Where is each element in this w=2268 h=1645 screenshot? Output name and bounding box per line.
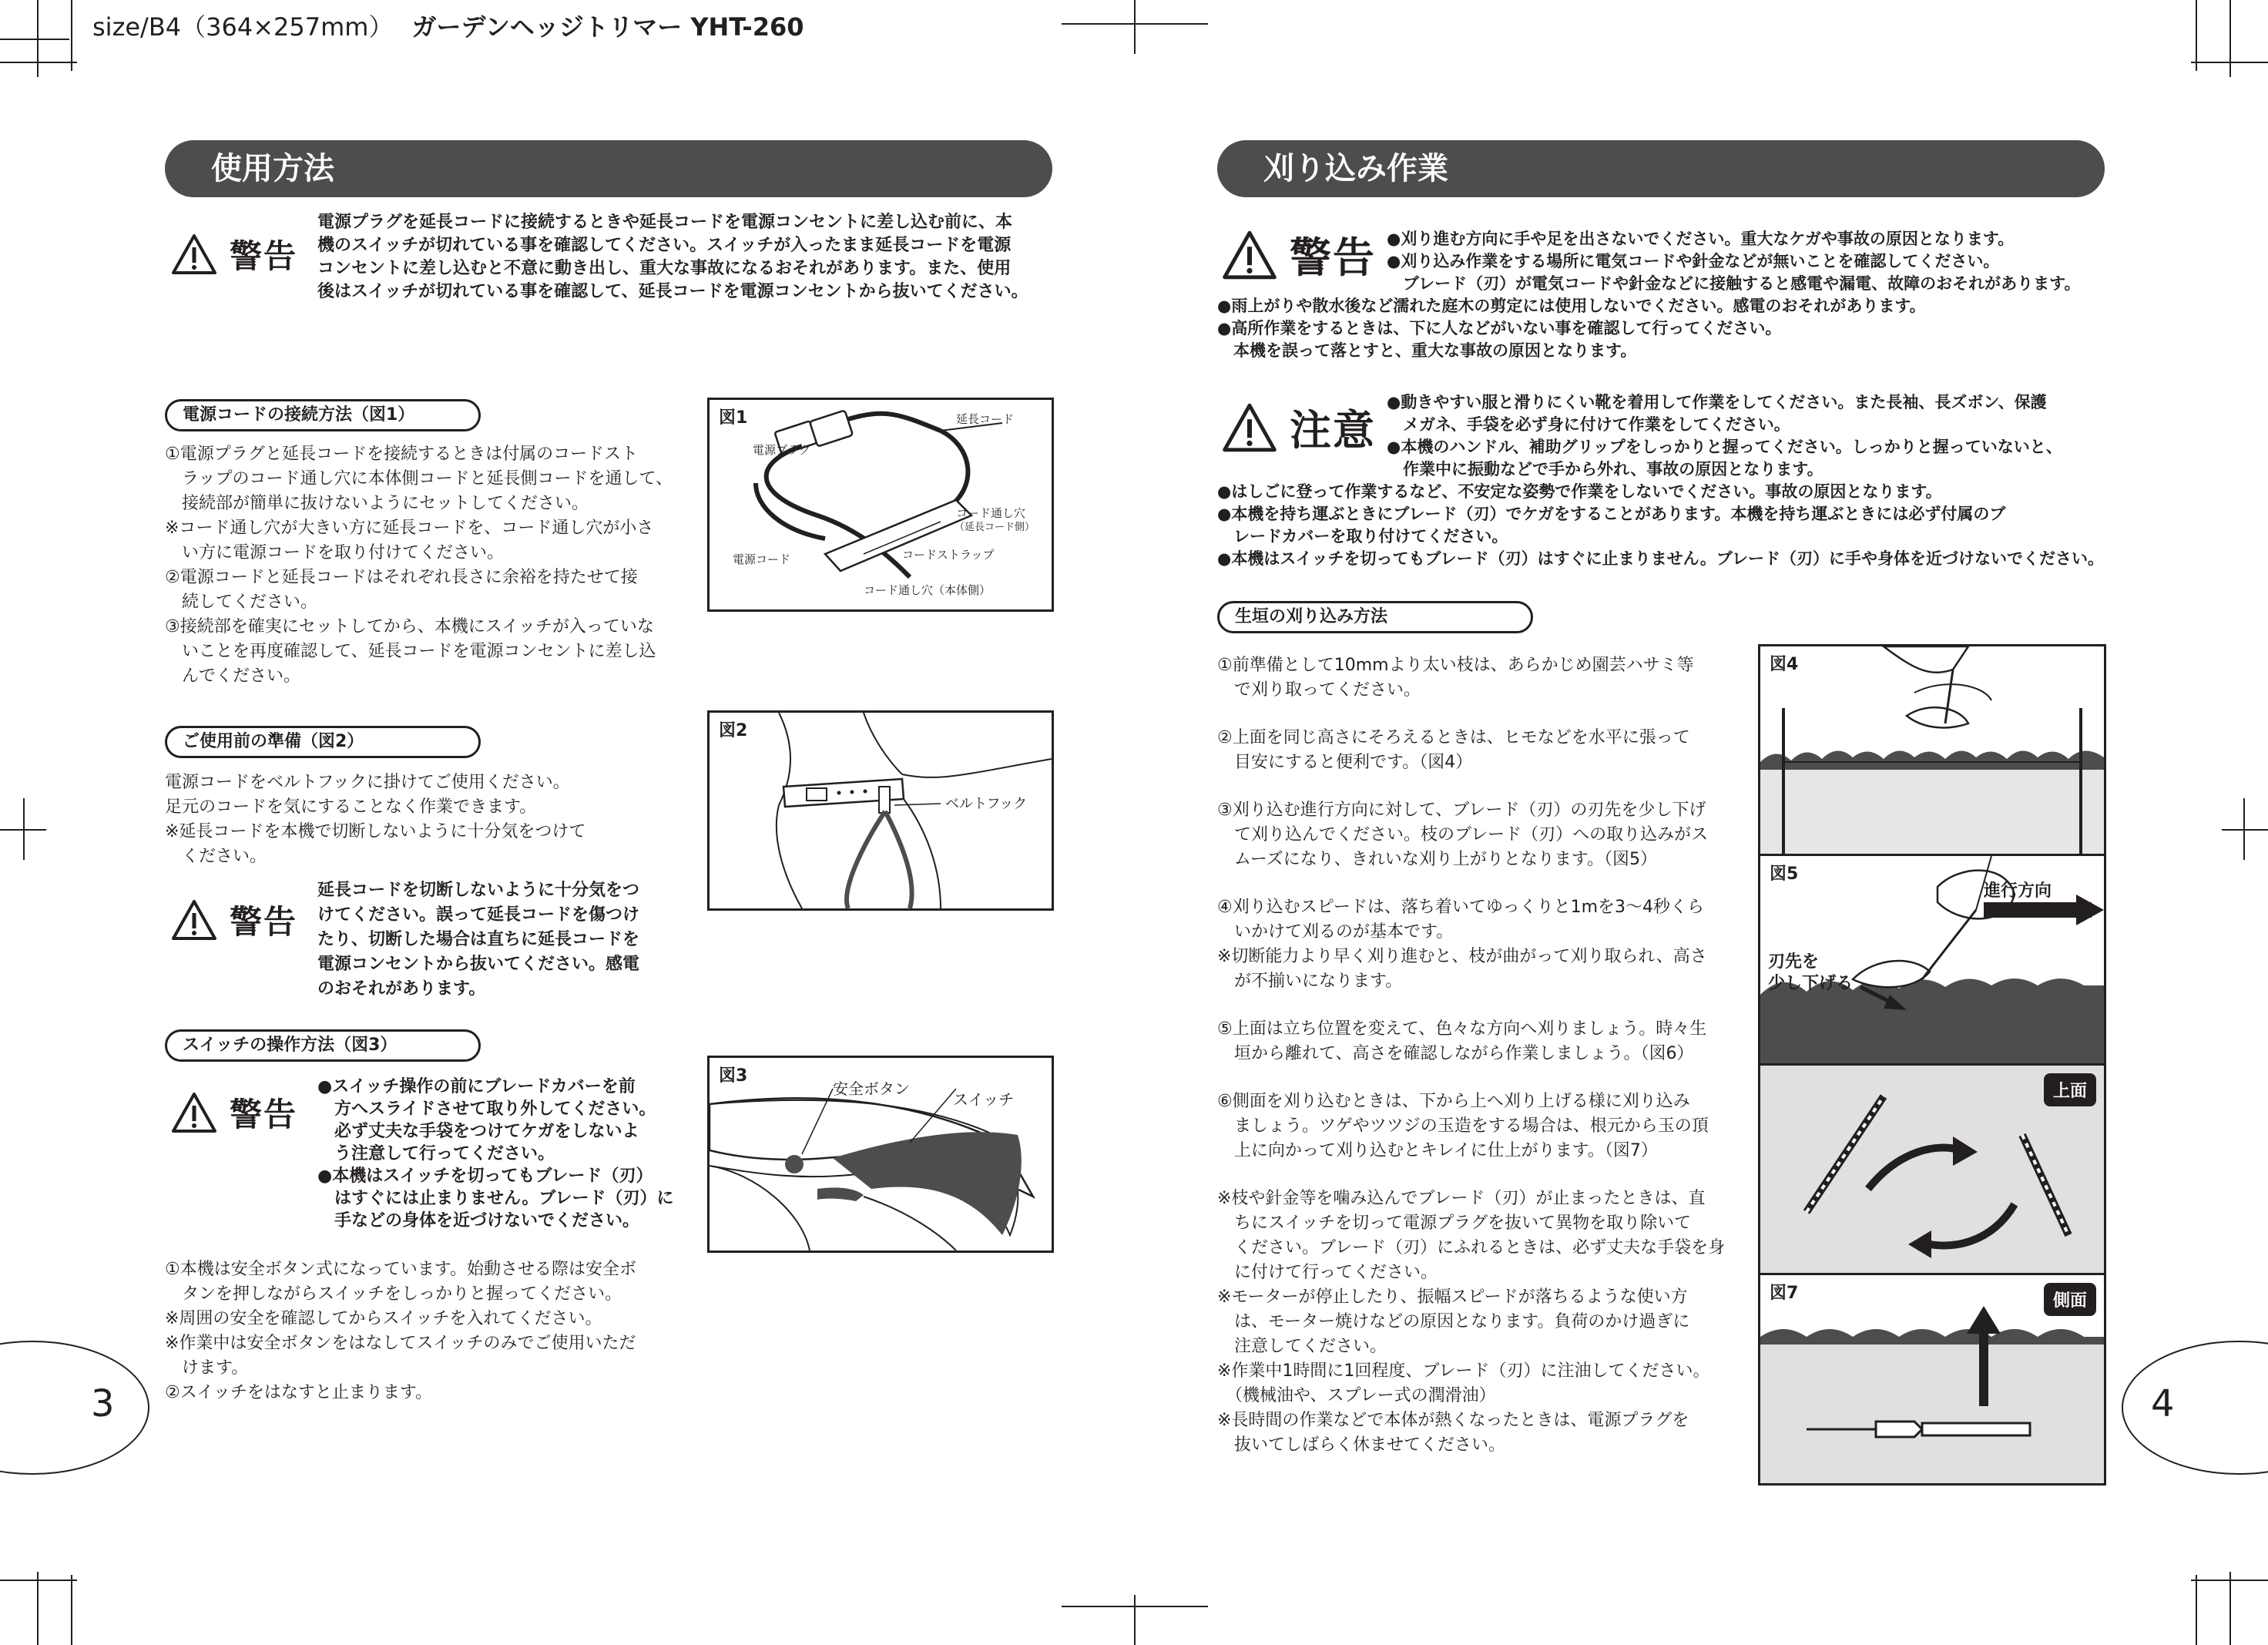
hedge-steps — [1217, 653, 1733, 1458]
label-blade-tip: 刃先を — [1768, 952, 1820, 972]
figure-1-cord-connection — [707, 398, 1054, 612]
connection-instructions: ①電源プラグと延長コードを接続するときは付属のコードスト ラップのコード通し穴に本体側コードと延長側コードを通して、 接続部が簡単に抜けないようにセットしてください。 ※コード通し穴が大きい方に延長コードを、コード通し穴が小さ い方に電源コードを取り付けてください。 ②電源コードと延長コードはそれぞれ長さに余裕を持たせて接 続してください。 ③接続部を確実にセットしてから、本機にスイッチが入っていな いことを再度確認して、延長コードを電源コンセントに差し込 んでください。 — [165, 445, 673, 686]
page-number: 3 — [91, 1382, 115, 1425]
warning-text: ●雨上がりや散水後など濡れた庭木の剪定には使用しないでください。感電のおそれがあります。 ●高所作業をするときは、下に人などがいない事を確認して行ってください。 本機を誤って落とすと、重大な事故の原因となります。 — [1217, 297, 1926, 360]
step-6: ⑥側面を刈り込むときは、下から上へ刈り上げる様に刈り込み ましょう。ツゲやツツジの玉造をする場合は、根元から玉の頂 上に向かって刈り込むとキレイに仕上がります。（図7） — [1217, 1092, 1709, 1160]
size-text: size/B4（364×257mm） — [92, 12, 394, 42]
figure-5-trim-direction — [1758, 854, 2106, 1066]
crop-mark — [2196, 0, 2197, 71]
label-extension-cord: 延長コード — [956, 412, 1015, 426]
label-power-plug: 電源プラグ — [753, 443, 811, 457]
step-1: ①前準備として10mmより太い枝は、あらかじめ園芸ハサミ等 で刈り取ってください。 — [1217, 656, 1694, 700]
badge-side: 側面 — [2044, 1283, 2096, 1316]
warning-text: 電源プラグを延長コードに接続するときや延長コードを電源コンセントに差し込む前に、本 機のスイッチが切れている事を確認してください。スイッチが入ったまま延長コードを電源 コンセントに差し込むと不意に動き出し、重大な事故になるおそれがあります。また、使用 後はスイッチが切れている事を確認して、延長コードを電源コンセントから抜いてください。 — [317, 213, 1028, 301]
page-number: 4 — [2151, 1382, 2175, 1425]
label-cord-hole-ext-side: （延長コード側） — [955, 522, 1035, 533]
crop-mark — [23, 798, 25, 860]
warning-label: 警告 — [230, 1096, 298, 1133]
label-safety-button: 安全ボタン — [833, 1079, 910, 1098]
warning-triangle-icon — [171, 1092, 217, 1133]
hedge-string-illustration — [1760, 646, 2104, 854]
crop-mark — [0, 1580, 77, 1581]
figure-label: 図7 — [1770, 1284, 1799, 1303]
caution-label: 注意 — [1290, 406, 1376, 455]
label-belt-hook: ベルトフック — [945, 796, 1028, 812]
warning-label: 警告 — [230, 237, 298, 275]
step-5: ⑤上面は立ち位置を変えて、色々な方向へ刈りましょう。時々生 垣から離れて、高さを確認しながら作業しましょう。（図6） — [1217, 1019, 1707, 1063]
label-switch: スイッチ — [953, 1090, 1015, 1109]
page-number-circle — [0, 1341, 149, 1475]
crop-mark — [0, 39, 69, 40]
warning-text: 延長コードを切断しないように十分気をつ けてください。誤って延長コードを傷つけ たり、切断した場合は直ちに延長コードを 電源コンセントから抜いてください。感電 のおそれがあります。 — [317, 881, 640, 999]
caution-text: ●動きやすい服と滑りにくい靴を着用して作業をしてください。また長袖、長ズボン、保護 メガネ、手袋を必ず身に付けて作業をしてください。 ●本機のハンドル、補助グリップをしっかりと握ってください。しっかりと握っていないと、 作業中に振動などで手から外れ、事故の原因となります。 — [1387, 393, 2062, 478]
section-title-trimming: 刈り込み作業 — [1217, 140, 2105, 197]
label-blade-tip-down: 少し下げる — [1768, 974, 1854, 993]
subsection-title: ご使用前の準備（図2） — [165, 726, 481, 758]
label-cord-strap: コードストラップ — [902, 548, 995, 562]
label-cord-hole-ext: コード通し穴 — [956, 506, 1026, 520]
figure-label: 図1 — [719, 408, 748, 428]
figure-2-belt-hook — [707, 710, 1054, 911]
warning-label: 警告 — [1290, 233, 1376, 282]
subsection-title: 電源コードの接続方法（図1） — [165, 399, 481, 431]
crop-mark — [2229, 0, 2231, 77]
crop-mark — [71, 1575, 72, 1645]
crop-mark — [2243, 798, 2245, 860]
figure-4-hedge-string — [1758, 644, 2106, 857]
warning-triangle-icon — [171, 233, 217, 275]
model-text: ガーデンヘッジトリマー YHT-260 — [411, 12, 804, 42]
crop-mark — [1134, 1595, 1136, 1645]
warning-block — [171, 897, 297, 943]
label-direction: 進行方向 — [1984, 881, 2052, 901]
figure-7-side-trimming — [1758, 1273, 2106, 1486]
subsection-title: 生垣の刈り込み方法 — [1217, 601, 1533, 633]
figure-label: 図2 — [719, 721, 748, 740]
section-title-usage: 使用方法 — [165, 140, 1052, 197]
label-power-cord: 電源コード — [733, 552, 791, 566]
warning-block — [171, 231, 297, 277]
crop-mark — [0, 62, 77, 63]
step-3: ③刈り込む進行方向に対して、ブレード（刃）の刃先を少し下げ て刈り込んでください。枝のブレード（刃）への取り込みがス ムーズになり、きれいな刈り上がりとなります。（図5） — [1217, 801, 1709, 869]
notes: ※枝や針金等を噛み込んでブレード（刃）が止まったときは、直 ちにスイッチを切って電源プラグを抜いて異物を取り除いて ください。ブレード（刃）にふれるときは、必ず丈夫な手袋を身 に付けて行ってください。 ※モーターが停止したり、振幅スピードが落ちるような使い方 は、モーター焼けなどの原因となります。負荷のかけ過ぎに 注意してください。 ※作業中1時間に1回程度、ブレード（刃）に注油してください。 （機械油や、スプレー式の潤滑油） ※長時間の作業などで本体が熱くなったときは、電源プラグを 抜いてしばらく休ませてください。 — [1217, 1189, 1726, 1455]
badge-top: 上面 — [2044, 1073, 2096, 1106]
crop-mark — [71, 0, 72, 71]
crop-mark — [2196, 1575, 2197, 1645]
page-number-circle — [2122, 1341, 2268, 1475]
crop-mark — [2229, 1572, 2231, 1645]
switch-instructions: ①本機は安全ボタン式になっています。始動させる際は安全ボ タンを押しながらスイッチをしっかりと握ってください。 ※周囲の安全を確認してからスイッチを入れてください。 ※作業中は安全ボタンをはなしてスイッチのみでご使用いただ けます。 ②スイッチをはなすと止まります。 — [165, 1260, 636, 1402]
step-4: ④刈り込むスピードは、落ち着いてゆっくりと1mを3～4秒くら いかけて刈るのが基本です。 ※切断能力より早く刈り進むと、枝が曲がって刈り取られ、高さ が不揃いになります。 — [1217, 898, 1707, 991]
warning-text: ●刈り進む方向に手や足を出さないでください。重大なケガや事故の原因となります。 ●刈り込み作業をする場所に電気コードや針金などが無いことを確認してください。 ブレード（刃）が電気コードや針金などに接触すると感電や漏電、故障のおそれがあります。 — [1387, 230, 2081, 293]
warning-text: ●スイッチ操作の前にブレードカバーを前 方へスライドさせて取り外してください。 必ず丈夫な手袋をつけてケガをしないよ う注意して行ってください。 ●本機はスイッチを切ってもブレード（刃） はすぐには止まりません。ブレード（刃）に 手などの身体を近づけないでください。 — [317, 1077, 674, 1230]
crop-mark — [2222, 829, 2268, 831]
warning-block — [171, 1089, 297, 1136]
figure-label: 図5 — [1770, 864, 1799, 884]
caution-text: ●はしごに登って作業するなど、不安定な姿勢で作業をしないでください。事故の原因となります。 ●本機を持ち運ぶときにブレード（刃）でケガをすることがあります。本機を持ち運ぶときには必ず付属のブ レードカバーを取り付けてください。 ●本機はスイッチを切ってもブレード（刃）はすぐに止まりません。ブレード（刃）に手や身体を近づけないでください。 — [1217, 482, 2105, 568]
crop-mark — [1134, 0, 1136, 54]
warning-block — [1222, 225, 1376, 284]
subsection-title: スイッチの操作方法（図3） — [165, 1029, 481, 1062]
print-header — [92, 8, 804, 43]
figure-label: 図4 — [1770, 655, 1799, 674]
warning-label: 警告 — [230, 903, 298, 941]
warning-triangle-icon — [1222, 230, 1277, 280]
figure-label: 図3 — [719, 1066, 748, 1086]
preparation-instructions: 電源コードをベルトフックに掛けてご使用ください。 足元のコードを気にすることなく作業できます。 ※延長コードを本機で切断しないように十分気をつけて ください。 — [165, 773, 586, 866]
step-2: ②上面を同じ高さにそろえるときは、ヒモなどを水平に張って 目安にすると便利です。（図4） — [1217, 728, 1690, 772]
label-cord-hole-body: コード通し穴（本体側） — [864, 583, 991, 597]
figure-6-top-trimming — [1758, 1063, 2106, 1276]
crop-mark — [37, 1572, 39, 1645]
figure-3-switch — [707, 1056, 1054, 1253]
warning-triangle-icon — [171, 899, 217, 941]
caution-block — [1222, 398, 1376, 457]
caution-triangle-icon — [1222, 402, 1277, 453]
